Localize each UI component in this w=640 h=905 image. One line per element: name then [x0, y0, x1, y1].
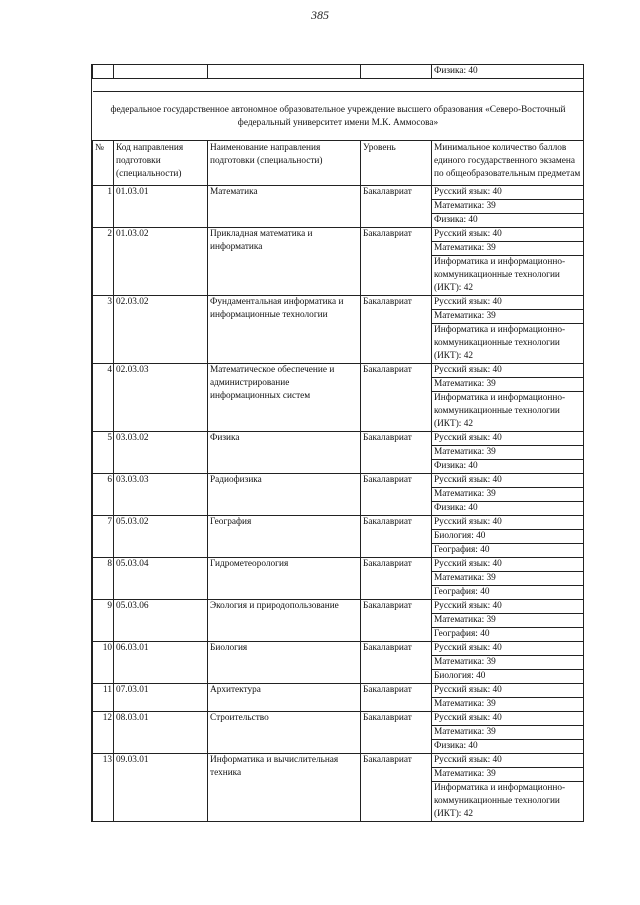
row-code: 05.03.02 [114, 516, 208, 558]
row-score: Физика: 40 [432, 740, 584, 754]
row-score: Информатика и информационно-коммуникационные технологии (ИКТ): 42 [432, 324, 584, 364]
row-level: Бакалавриат [361, 186, 432, 228]
carry-over-row [93, 65, 584, 79]
row-score: Русский язык: 40 [432, 516, 584, 530]
row-name: Математическое обеспечение и администрирование информационных систем [208, 364, 361, 432]
row-score: Математика: 39 [432, 378, 584, 392]
row-score: Физика: 40 [432, 214, 584, 228]
header-min-score: Минимальное количество баллов единого государственного экзамена по общеобразовательным предметам [432, 141, 584, 186]
row-score: Русский язык: 40 [432, 186, 584, 200]
row-num: 6 [93, 474, 114, 516]
row-score: Русский язык: 40 [432, 684, 584, 698]
table-row [93, 558, 584, 572]
row-score: Математика: 39 [432, 572, 584, 586]
row-code: 03.03.03 [114, 474, 208, 516]
row-level: Бакалавриат [361, 228, 432, 296]
header-name: Наименование направления подготовки (специальности) [208, 141, 361, 186]
row-code: 06.03.01 [114, 642, 208, 684]
row-num: 13 [93, 754, 114, 822]
table-row [93, 642, 584, 656]
table-row [93, 600, 584, 614]
row-name: Прикладная математика и информатика [208, 228, 361, 296]
table-row [93, 296, 584, 310]
row-code: 08.03.01 [114, 712, 208, 754]
row-score: Математика: 39 [432, 446, 584, 460]
row-score: Русский язык: 40 [432, 642, 584, 656]
row-name: Гидрометеорология [208, 558, 361, 600]
row-name: Экология и природопользование [208, 600, 361, 642]
row-score: Русский язык: 40 [432, 712, 584, 726]
row-score: Математика: 39 [432, 614, 584, 628]
page-number: 385 [311, 8, 329, 22]
header-level: Уровень [361, 141, 432, 186]
row-level: Бакалавриат [361, 296, 432, 364]
institution-name: федеральное государственное автономное образовательное учреждение высшего образования «Северо-Восточный федеральный университет имени М.К. Аммосова» [93, 92, 584, 141]
row-name: Фундаментальная информатика и информационные технологии [208, 296, 361, 364]
row-score: Русский язык: 40 [432, 432, 584, 446]
row-code: 05.03.06 [114, 600, 208, 642]
row-score: Русский язык: 40 [432, 228, 584, 242]
table-row [93, 228, 584, 242]
row-level: Бакалавриат [361, 754, 432, 822]
table-row [93, 516, 584, 530]
row-code: 05.03.04 [114, 558, 208, 600]
row-level: Бакалавриат [361, 364, 432, 432]
row-score: Информатика и информационно-коммуникационные технологии (ИКТ): 42 [432, 392, 584, 432]
table-row [93, 754, 584, 768]
row-score: Математика: 39 [432, 726, 584, 740]
row-level: Бакалавриат [361, 600, 432, 642]
row-code: 03.03.02 [114, 432, 208, 474]
institution-row [93, 92, 584, 141]
row-score: Физика: 40 [432, 502, 584, 516]
row-score: Биология: 40 [432, 670, 584, 684]
row-score: География: 40 [432, 628, 584, 642]
row-num: 5 [93, 432, 114, 474]
row-score: Русский язык: 40 [432, 600, 584, 614]
row-code: 01.03.02 [114, 228, 208, 296]
row-num: 9 [93, 600, 114, 642]
row-name: Физика [208, 432, 361, 474]
row-score: Русский язык: 40 [432, 754, 584, 768]
row-score: Русский язык: 40 [432, 364, 584, 378]
row-num: 2 [93, 228, 114, 296]
row-score: Математика: 39 [432, 698, 584, 712]
row-name: Математика [208, 186, 361, 228]
header-num: № [93, 141, 114, 186]
row-code: 07.03.01 [114, 684, 208, 712]
row-level: Бакалавриат [361, 474, 432, 516]
row-num: 4 [93, 364, 114, 432]
row-name: Информатика и вычислительная техника [208, 754, 361, 822]
row-name: Радиофизика [208, 474, 361, 516]
row-score: Математика: 39 [432, 242, 584, 256]
table-row [93, 364, 584, 378]
row-level: Бакалавриат [361, 432, 432, 474]
row-score: Русский язык: 40 [432, 296, 584, 310]
spacer-row [93, 79, 584, 92]
row-name: Биология [208, 642, 361, 684]
carry-over-score: Физика: 40 [432, 65, 584, 79]
row-score: Математика: 39 [432, 310, 584, 324]
header-code: Код направления подготовки (специальности) [114, 141, 208, 186]
row-name: Строительство [208, 712, 361, 754]
row-num: 10 [93, 642, 114, 684]
row-code: 02.03.03 [114, 364, 208, 432]
row-score: Математика: 39 [432, 768, 584, 782]
row-score: Математика: 39 [432, 656, 584, 670]
row-score: Русский язык: 40 [432, 474, 584, 488]
row-level: Бакалавриат [361, 558, 432, 600]
admission-table [91, 64, 584, 822]
min-score-table [92, 64, 584, 822]
table-row [93, 432, 584, 446]
row-num: 1 [93, 186, 114, 228]
row-score: Математика: 39 [432, 488, 584, 502]
row-level: Бакалавриат [361, 642, 432, 684]
row-code: 02.03.02 [114, 296, 208, 364]
row-level: Бакалавриат [361, 516, 432, 558]
row-num: 7 [93, 516, 114, 558]
table-row [93, 684, 584, 698]
header-row [93, 141, 584, 186]
row-num: 12 [93, 712, 114, 754]
row-code: 09.03.01 [114, 754, 208, 822]
row-score: Информатика и информационно-коммуникационные технологии (ИКТ): 42 [432, 256, 584, 296]
row-level: Бакалавриат [361, 684, 432, 712]
table-row [93, 712, 584, 726]
row-code: 01.03.01 [114, 186, 208, 228]
table-row [93, 474, 584, 488]
row-score: Математика: 39 [432, 200, 584, 214]
row-score: География: 40 [432, 544, 584, 558]
row-score: Биология: 40 [432, 530, 584, 544]
row-name: Архитектура [208, 684, 361, 712]
row-level: Бакалавриат [361, 712, 432, 754]
row-score: Физика: 40 [432, 460, 584, 474]
row-num: 11 [93, 684, 114, 712]
row-num: 3 [93, 296, 114, 364]
table-row [93, 186, 584, 200]
row-score: Информатика и информационно-коммуникационные технологии (ИКТ): 42 [432, 782, 584, 822]
row-name: География [208, 516, 361, 558]
row-score: Русский язык: 40 [432, 558, 584, 572]
row-num: 8 [93, 558, 114, 600]
row-score: География: 40 [432, 586, 584, 600]
